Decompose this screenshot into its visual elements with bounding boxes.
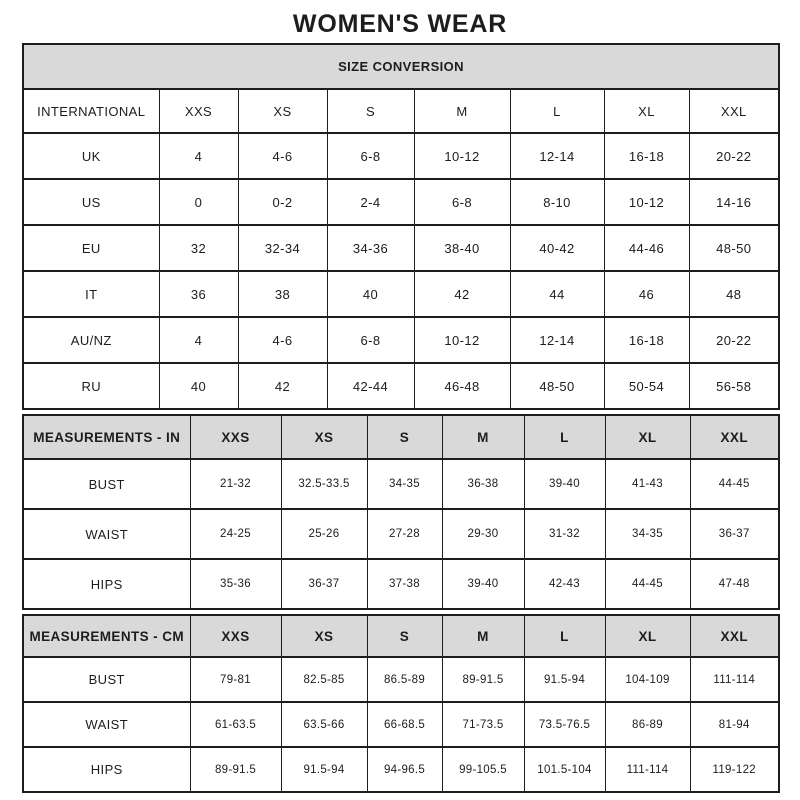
data-cell: 2-4 xyxy=(327,179,414,225)
data-cell: 94-96.5 xyxy=(367,747,442,792)
data-cell: 14-16 xyxy=(689,179,779,225)
data-cell: 91.5-94 xyxy=(524,657,605,702)
data-cell: 39-40 xyxy=(524,459,605,509)
data-cell: 20-22 xyxy=(689,317,779,363)
column-header-row xyxy=(23,89,779,133)
data-cell: 40 xyxy=(327,271,414,317)
data-cell: 91.5-94 xyxy=(281,747,367,792)
row-label: WAIST xyxy=(23,702,190,747)
data-cell: 82.5-85 xyxy=(281,657,367,702)
size-column-header: XS xyxy=(281,415,367,459)
data-cell: 24-25 xyxy=(190,509,281,559)
size-column-header: L xyxy=(510,89,604,133)
data-cell: 35-36 xyxy=(190,559,281,609)
data-cell: 44-45 xyxy=(605,559,690,609)
data-cell: 4-6 xyxy=(238,133,327,179)
row-label: BUST xyxy=(23,657,190,702)
size-column-header: M xyxy=(442,415,524,459)
data-cell: 44-45 xyxy=(690,459,779,509)
table-row xyxy=(23,509,779,559)
size-column-header: XXL xyxy=(689,89,779,133)
data-cell: 32.5-33.5 xyxy=(281,459,367,509)
data-cell: 38 xyxy=(238,271,327,317)
data-cell: 46 xyxy=(604,271,689,317)
size-column-header: S xyxy=(327,89,414,133)
data-cell: 111-114 xyxy=(690,657,779,702)
data-cell: 40 xyxy=(159,363,238,409)
row-label: HIPS xyxy=(23,559,190,609)
data-cell: 86-89 xyxy=(605,702,690,747)
data-cell: 36-37 xyxy=(281,559,367,609)
size-column-header: XXL xyxy=(690,615,779,657)
size-column-header: XXS xyxy=(190,415,281,459)
data-cell: 71-73.5 xyxy=(442,702,524,747)
data-cell: 89-91.5 xyxy=(442,657,524,702)
size-column-header: XL xyxy=(605,615,690,657)
row-label: WAIST xyxy=(23,509,190,559)
data-cell: 27-28 xyxy=(367,509,442,559)
data-cell: 36 xyxy=(159,271,238,317)
data-cell: 34-35 xyxy=(605,509,690,559)
row-label: AU/NZ xyxy=(23,317,159,363)
size-column-header: XXL xyxy=(690,415,779,459)
data-cell: 37-38 xyxy=(367,559,442,609)
data-cell: 10-12 xyxy=(414,133,510,179)
data-cell: 56-58 xyxy=(689,363,779,409)
data-cell: 42-43 xyxy=(524,559,605,609)
data-cell: 10-12 xyxy=(414,317,510,363)
data-cell: 111-114 xyxy=(605,747,690,792)
label-column-header: MEASUREMENTS - CM xyxy=(23,615,190,657)
table-row xyxy=(23,702,779,747)
measurements-cm-body xyxy=(23,657,779,792)
data-cell: 4 xyxy=(159,317,238,363)
size-column-header: S xyxy=(367,615,442,657)
data-cell: 6-8 xyxy=(327,317,414,363)
data-cell: 21-32 xyxy=(190,459,281,509)
data-cell: 12-14 xyxy=(510,317,604,363)
data-cell: 4 xyxy=(159,133,238,179)
data-cell: 20-22 xyxy=(689,133,779,179)
size-conversion-body xyxy=(23,133,779,409)
data-cell: 50-54 xyxy=(604,363,689,409)
row-label: BUST xyxy=(23,459,190,509)
data-cell: 25-26 xyxy=(281,509,367,559)
data-cell: 119-122 xyxy=(690,747,779,792)
data-cell: 44-46 xyxy=(604,225,689,271)
data-cell: 44 xyxy=(510,271,604,317)
data-cell: 39-40 xyxy=(442,559,524,609)
data-cell: 29-30 xyxy=(442,509,524,559)
data-cell: 32-34 xyxy=(238,225,327,271)
row-label: US xyxy=(23,179,159,225)
data-cell: 6-8 xyxy=(414,179,510,225)
measurements-in-table xyxy=(22,414,780,610)
data-cell: 48 xyxy=(689,271,779,317)
data-cell: 34-35 xyxy=(367,459,442,509)
table-row xyxy=(23,459,779,509)
data-cell: 10-12 xyxy=(604,179,689,225)
table-row xyxy=(23,559,779,609)
data-cell: 89-91.5 xyxy=(190,747,281,792)
size-column-header: M xyxy=(414,89,510,133)
row-label: UK xyxy=(23,133,159,179)
size-column-header: M xyxy=(442,615,524,657)
data-cell: 81-94 xyxy=(690,702,779,747)
data-cell: 42 xyxy=(238,363,327,409)
data-cell: 86.5-89 xyxy=(367,657,442,702)
column-header-row xyxy=(23,415,779,459)
column-header-row xyxy=(23,615,779,657)
data-cell: 6-8 xyxy=(327,133,414,179)
size-column-header: XL xyxy=(604,89,689,133)
data-cell: 16-18 xyxy=(604,317,689,363)
table-row xyxy=(23,747,779,792)
data-cell: 4-6 xyxy=(238,317,327,363)
data-cell: 36-38 xyxy=(442,459,524,509)
table-row xyxy=(23,657,779,702)
size-column-header: L xyxy=(524,415,605,459)
size-column-header: XXS xyxy=(159,89,238,133)
row-label: RU xyxy=(23,363,159,409)
data-cell: 16-18 xyxy=(604,133,689,179)
data-cell: 73.5-76.5 xyxy=(524,702,605,747)
row-label: IT xyxy=(23,271,159,317)
data-cell: 48-50 xyxy=(689,225,779,271)
data-cell: 31-32 xyxy=(524,509,605,559)
size-conversion-table xyxy=(22,43,780,410)
data-cell: 12-14 xyxy=(510,133,604,179)
label-column-header: MEASUREMENTS - IN xyxy=(23,415,190,459)
size-column-header: XL xyxy=(605,415,690,459)
data-cell: 41-43 xyxy=(605,459,690,509)
table-banner-row xyxy=(23,44,779,89)
row-label: HIPS xyxy=(23,747,190,792)
row-label: EU xyxy=(23,225,159,271)
measurements-in-body xyxy=(23,459,779,609)
data-cell: 0 xyxy=(159,179,238,225)
data-cell: 66-68.5 xyxy=(367,702,442,747)
data-cell: 101.5-104 xyxy=(524,747,605,792)
table-row xyxy=(23,133,779,179)
table-row xyxy=(23,271,779,317)
table-row xyxy=(23,225,779,271)
table-row xyxy=(23,317,779,363)
data-cell: 38-40 xyxy=(414,225,510,271)
size-column-header: L xyxy=(524,615,605,657)
page-title: WOMEN'S WEAR xyxy=(292,10,508,38)
size-column-header: XS xyxy=(238,89,327,133)
label-column-header: INTERNATIONAL xyxy=(23,89,159,133)
data-cell: 63.5-66 xyxy=(281,702,367,747)
data-cell: 47-48 xyxy=(690,559,779,609)
data-cell: 79-81 xyxy=(190,657,281,702)
data-cell: 46-48 xyxy=(414,363,510,409)
table-title: SIZE CONVERSION xyxy=(23,44,779,89)
table-row xyxy=(23,179,779,225)
measurements-cm-table xyxy=(22,614,780,793)
data-cell: 42-44 xyxy=(327,363,414,409)
data-cell: 104-109 xyxy=(605,657,690,702)
data-cell: 0-2 xyxy=(238,179,327,225)
data-cell: 32 xyxy=(159,225,238,271)
table-row xyxy=(23,363,779,409)
size-column-header: S xyxy=(367,415,442,459)
data-cell: 42 xyxy=(414,271,510,317)
data-cell: 61-63.5 xyxy=(190,702,281,747)
data-cell: 8-10 xyxy=(510,179,604,225)
data-cell: 36-37 xyxy=(690,509,779,559)
size-column-header: XXS xyxy=(190,615,281,657)
data-cell: 99-105.5 xyxy=(442,747,524,792)
size-column-header: XS xyxy=(281,615,367,657)
data-cell: 34-36 xyxy=(327,225,414,271)
data-cell: 40-42 xyxy=(510,225,604,271)
data-cell: 48-50 xyxy=(510,363,604,409)
